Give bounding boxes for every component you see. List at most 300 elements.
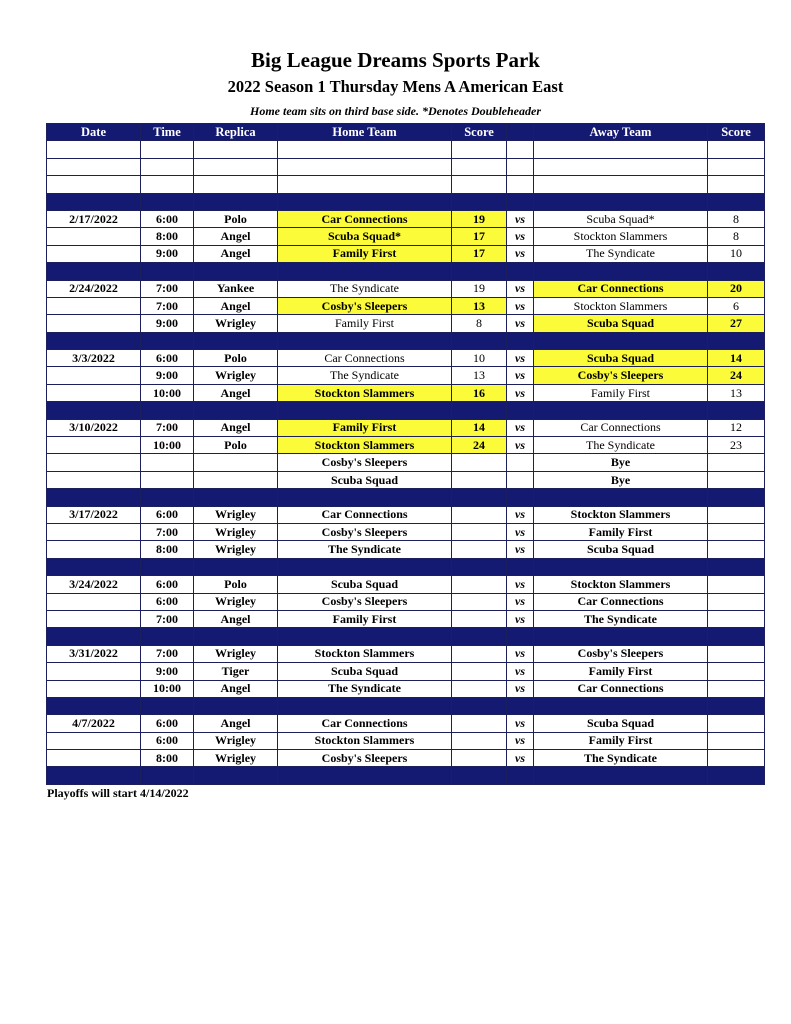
- game-row: [47, 315, 765, 332]
- away-team-cell: The Syndicate: [534, 245, 708, 262]
- home-team-cell: [278, 176, 452, 193]
- away-score-cell: 13: [708, 384, 765, 401]
- vs-label: vs: [507, 610, 534, 627]
- separator-cell: [47, 332, 141, 349]
- home-score-cell: [452, 715, 507, 732]
- away-team-cell: The Syndicate: [534, 610, 708, 627]
- away-team-cell: Car Connections: [534, 419, 708, 436]
- separator-cell: [452, 402, 507, 419]
- date-cell: [47, 750, 141, 767]
- away-team-cell: Family First: [534, 732, 708, 749]
- home-team-cell: Cosby's Sleepers: [278, 297, 452, 314]
- replica-cell: Polo: [194, 350, 278, 367]
- date-cell: [47, 454, 141, 471]
- home-team-cell: The Syndicate: [278, 541, 452, 558]
- home-team-cell: Stockton Slammers: [278, 732, 452, 749]
- home-score-cell: 10: [452, 350, 507, 367]
- away-score-cell: 8: [708, 228, 765, 245]
- date-cell: 4/7/2022: [47, 715, 141, 732]
- vs-label: vs: [507, 750, 534, 767]
- separator-cell: [141, 332, 194, 349]
- home-score-cell: [452, 610, 507, 627]
- away-team-cell: Family First: [534, 523, 708, 540]
- separator-cell: [141, 263, 194, 280]
- time-cell: 7:00: [141, 280, 194, 297]
- replica-cell: [194, 454, 278, 471]
- home-team-cell: Cosby's Sleepers: [278, 454, 452, 471]
- separator-cell: [534, 489, 708, 506]
- away-score-cell: [708, 176, 765, 193]
- away-team-cell: The Syndicate: [534, 750, 708, 767]
- replica-cell: [194, 471, 278, 488]
- home-score-cell: [452, 471, 507, 488]
- away-score-cell: [708, 576, 765, 593]
- away-team-cell: The Syndicate: [534, 437, 708, 454]
- separator-cell: [278, 402, 452, 419]
- week-separator: [47, 193, 765, 210]
- time-cell: 6:00: [141, 350, 194, 367]
- separator-cell: [507, 193, 534, 210]
- vs-label: vs: [507, 680, 534, 697]
- replica-cell: Wrigley: [194, 523, 278, 540]
- time-cell: 8:00: [141, 541, 194, 558]
- vs-label: vs: [507, 437, 534, 454]
- home-team-cell: [278, 141, 452, 158]
- separator-cell: [141, 697, 194, 714]
- separator-cell: [708, 558, 765, 575]
- away-score-cell: [708, 680, 765, 697]
- game-row: [47, 732, 765, 749]
- date-cell: 3/10/2022: [47, 419, 141, 436]
- game-row: [47, 680, 765, 697]
- separator-cell: [194, 558, 278, 575]
- time-cell: 6:00: [141, 576, 194, 593]
- home-score-cell: [452, 750, 507, 767]
- away-score-cell: 24: [708, 367, 765, 384]
- separator-cell: [194, 628, 278, 645]
- replica-cell: Yankee: [194, 280, 278, 297]
- vs-label: vs: [507, 228, 534, 245]
- replica-cell: [194, 141, 278, 158]
- vs-label: [507, 141, 534, 158]
- time-cell: [141, 454, 194, 471]
- time-cell: 9:00: [141, 245, 194, 262]
- time-cell: 6:00: [141, 715, 194, 732]
- col-header-date: Date: [47, 124, 141, 141]
- vs-label: vs: [507, 210, 534, 227]
- date-cell: [47, 732, 141, 749]
- date-cell: 3/24/2022: [47, 576, 141, 593]
- away-score-cell: [708, 732, 765, 749]
- vs-label: vs: [507, 315, 534, 332]
- time-cell: 6:00: [141, 593, 194, 610]
- col-header-home-team: Home Team: [278, 124, 452, 141]
- away-score-cell: 6: [708, 297, 765, 314]
- away-score-cell: [708, 645, 765, 662]
- away-score-cell: 27: [708, 315, 765, 332]
- replica-cell: Angel: [194, 384, 278, 401]
- away-team-cell: Stockton Slammers: [534, 506, 708, 523]
- separator-cell: [452, 263, 507, 280]
- separator-cell: [47, 628, 141, 645]
- replica-cell: Polo: [194, 576, 278, 593]
- separator-cell: [141, 767, 194, 784]
- away-team-cell: Family First: [534, 663, 708, 680]
- away-score-cell: [708, 471, 765, 488]
- away-team-cell: Car Connections: [534, 593, 708, 610]
- home-team-cell: Cosby's Sleepers: [278, 523, 452, 540]
- separator-cell: [194, 767, 278, 784]
- schedule-table: [46, 123, 765, 785]
- separator-cell: [278, 767, 452, 784]
- away-team-cell: Scuba Squad: [534, 315, 708, 332]
- date-cell: 3/3/2022: [47, 350, 141, 367]
- separator-cell: [507, 489, 534, 506]
- date-cell: [47, 663, 141, 680]
- time-cell: 6:00: [141, 210, 194, 227]
- game-row: [47, 158, 765, 175]
- time-cell: 10:00: [141, 384, 194, 401]
- separator-cell: [452, 767, 507, 784]
- away-score-cell: 23: [708, 437, 765, 454]
- home-score-cell: [452, 454, 507, 471]
- time-cell: 9:00: [141, 663, 194, 680]
- replica-cell: Angel: [194, 680, 278, 697]
- home-score-cell: 24: [452, 437, 507, 454]
- separator-cell: [452, 558, 507, 575]
- away-team-cell: [534, 141, 708, 158]
- home-score-cell: 8: [452, 315, 507, 332]
- replica-cell: Wrigley: [194, 541, 278, 558]
- time-cell: 7:00: [141, 419, 194, 436]
- away-team-cell: Family First: [534, 384, 708, 401]
- home-score-cell: [452, 732, 507, 749]
- vs-label: vs: [507, 419, 534, 436]
- date-cell: [47, 471, 141, 488]
- separator-cell: [47, 489, 141, 506]
- separator-cell: [194, 489, 278, 506]
- vs-label: [507, 158, 534, 175]
- separator-cell: [534, 558, 708, 575]
- home-team-cell: Family First: [278, 419, 452, 436]
- game-row: [47, 350, 765, 367]
- replica-cell: Angel: [194, 419, 278, 436]
- time-cell: [141, 141, 194, 158]
- home-score-cell: [452, 645, 507, 662]
- away-team-cell: Cosby's Sleepers: [534, 367, 708, 384]
- away-team-cell: Scuba Squad: [534, 350, 708, 367]
- game-row: [47, 506, 765, 523]
- separator-cell: [534, 767, 708, 784]
- away-team-cell: Scuba Squad*: [534, 210, 708, 227]
- date-cell: 2/17/2022: [47, 210, 141, 227]
- away-team-cell: [534, 176, 708, 193]
- home-score-cell: 19: [452, 210, 507, 227]
- replica-cell: Polo: [194, 437, 278, 454]
- date-cell: [47, 367, 141, 384]
- separator-cell: [708, 697, 765, 714]
- separator-cell: [194, 263, 278, 280]
- away-score-cell: [708, 663, 765, 680]
- game-row: [47, 141, 765, 158]
- away-score-cell: [708, 593, 765, 610]
- away-score-cell: 14: [708, 350, 765, 367]
- game-row: [47, 523, 765, 540]
- home-team-cell: The Syndicate: [278, 280, 452, 297]
- separator-cell: [534, 402, 708, 419]
- away-score-cell: [708, 454, 765, 471]
- date-cell: [47, 228, 141, 245]
- away-team-cell: Car Connections: [534, 680, 708, 697]
- time-cell: 6:00: [141, 506, 194, 523]
- game-row: [47, 663, 765, 680]
- separator-cell: [507, 628, 534, 645]
- away-team-cell: [534, 158, 708, 175]
- separator-cell: [141, 628, 194, 645]
- replica-cell: Angel: [194, 297, 278, 314]
- date-cell: [47, 158, 141, 175]
- col-header-away-score: Score: [708, 124, 765, 141]
- home-team-cell: Car Connections: [278, 350, 452, 367]
- home-score-cell: [452, 176, 507, 193]
- game-row: [47, 750, 765, 767]
- game-row: [47, 454, 765, 471]
- game-row: [47, 210, 765, 227]
- replica-cell: [194, 176, 278, 193]
- separator-cell: [507, 697, 534, 714]
- date-cell: [47, 315, 141, 332]
- away-team-cell: Cosby's Sleepers: [534, 645, 708, 662]
- separator-cell: [194, 332, 278, 349]
- away-score-cell: [708, 141, 765, 158]
- game-row: [47, 610, 765, 627]
- time-cell: [141, 158, 194, 175]
- replica-cell: Polo: [194, 210, 278, 227]
- home-score-cell: 17: [452, 245, 507, 262]
- home-score-cell: [452, 541, 507, 558]
- separator-cell: [47, 767, 141, 784]
- replica-cell: Angel: [194, 715, 278, 732]
- time-cell: 9:00: [141, 367, 194, 384]
- separator-cell: [194, 193, 278, 210]
- away-team-cell: Stockton Slammers: [534, 576, 708, 593]
- date-cell: [47, 437, 141, 454]
- home-team-cell: Stockton Slammers: [278, 437, 452, 454]
- away-score-cell: [708, 750, 765, 767]
- game-row: [47, 367, 765, 384]
- date-cell: [47, 245, 141, 262]
- home-team-cell: The Syndicate: [278, 367, 452, 384]
- time-cell: [141, 176, 194, 193]
- replica-cell: Wrigley: [194, 593, 278, 610]
- home-score-cell: [452, 141, 507, 158]
- vs-label: vs: [507, 663, 534, 680]
- separator-cell: [278, 263, 452, 280]
- away-score-cell: 12: [708, 419, 765, 436]
- week-separator: [47, 489, 765, 506]
- vs-label: vs: [507, 541, 534, 558]
- separator-cell: [194, 697, 278, 714]
- header-row: [47, 124, 765, 141]
- vs-label: [507, 176, 534, 193]
- time-cell: 7:00: [141, 610, 194, 627]
- game-row: [47, 593, 765, 610]
- separator-cell: [708, 628, 765, 645]
- home-score-cell: 17: [452, 228, 507, 245]
- vs-label: vs: [507, 297, 534, 314]
- away-team-cell: Scuba Squad: [534, 541, 708, 558]
- separator-cell: [534, 263, 708, 280]
- game-row: [47, 576, 765, 593]
- date-cell: [47, 176, 141, 193]
- separator-cell: [278, 697, 452, 714]
- game-row: [47, 541, 765, 558]
- home-team-cell: The Syndicate: [278, 680, 452, 697]
- game-row: [47, 176, 765, 193]
- away-team-cell: Bye: [534, 471, 708, 488]
- separator-cell: [708, 332, 765, 349]
- vs-label: vs: [507, 715, 534, 732]
- separator-cell: [47, 697, 141, 714]
- home-team-cell: Family First: [278, 245, 452, 262]
- away-team-cell: Bye: [534, 454, 708, 471]
- date-cell: 3/31/2022: [47, 645, 141, 662]
- date-cell: [47, 610, 141, 627]
- replica-cell: Angel: [194, 610, 278, 627]
- home-team-cell: Car Connections: [278, 506, 452, 523]
- vs-label: vs: [507, 384, 534, 401]
- home-team-cell: Scuba Squad*: [278, 228, 452, 245]
- replica-cell: Wrigley: [194, 367, 278, 384]
- game-row: [47, 228, 765, 245]
- game-row: [47, 384, 765, 401]
- time-cell: 10:00: [141, 680, 194, 697]
- vs-label: vs: [507, 245, 534, 262]
- col-header-vs: [507, 124, 534, 141]
- replica-cell: Wrigley: [194, 506, 278, 523]
- time-cell: [141, 471, 194, 488]
- vs-label: vs: [507, 645, 534, 662]
- separator-cell: [452, 489, 507, 506]
- date-cell: 3/17/2022: [47, 506, 141, 523]
- away-score-cell: 10: [708, 245, 765, 262]
- time-cell: 7:00: [141, 645, 194, 662]
- home-score-cell: [452, 593, 507, 610]
- col-header-replica: Replica: [194, 124, 278, 141]
- away-team-cell: Stockton Slammers: [534, 297, 708, 314]
- separator-cell: [708, 402, 765, 419]
- vs-label: vs: [507, 280, 534, 297]
- home-score-cell: 13: [452, 367, 507, 384]
- away-score-cell: [708, 158, 765, 175]
- home-team-cell: Car Connections: [278, 210, 452, 227]
- separator-cell: [708, 263, 765, 280]
- date-cell: [47, 384, 141, 401]
- time-cell: 9:00: [141, 315, 194, 332]
- separator-cell: [534, 193, 708, 210]
- separator-cell: [278, 332, 452, 349]
- separator-cell: [141, 558, 194, 575]
- home-score-cell: [452, 506, 507, 523]
- separator-cell: [534, 697, 708, 714]
- col-header-home-score: Score: [452, 124, 507, 141]
- week-separator: [47, 402, 765, 419]
- time-cell: 6:00: [141, 732, 194, 749]
- separator-cell: [708, 193, 765, 210]
- away-score-cell: [708, 523, 765, 540]
- vs-label: [507, 454, 534, 471]
- game-row: [47, 715, 765, 732]
- vs-label: vs: [507, 732, 534, 749]
- separator-cell: [141, 193, 194, 210]
- time-cell: 10:00: [141, 437, 194, 454]
- replica-cell: Wrigley: [194, 732, 278, 749]
- home-score-cell: [452, 663, 507, 680]
- away-score-cell: [708, 506, 765, 523]
- home-score-cell: [452, 158, 507, 175]
- separator-cell: [452, 332, 507, 349]
- away-score-cell: 8: [708, 210, 765, 227]
- separator-cell: [278, 628, 452, 645]
- away-team-cell: Car Connections: [534, 280, 708, 297]
- home-team-cell: Scuba Squad: [278, 576, 452, 593]
- separator-cell: [47, 263, 141, 280]
- away-team-cell: Scuba Squad: [534, 715, 708, 732]
- week-separator: [47, 628, 765, 645]
- separator-cell: [47, 193, 141, 210]
- footer-note: Playoffs will start 4/14/2022: [47, 786, 189, 800]
- separator-cell: [278, 193, 452, 210]
- date-cell: [47, 593, 141, 610]
- separator-cell: [507, 558, 534, 575]
- game-row: [47, 419, 765, 436]
- home-score-cell: [452, 523, 507, 540]
- separator-cell: [507, 767, 534, 784]
- home-score-cell: [452, 680, 507, 697]
- separator-cell: [534, 332, 708, 349]
- away-score-cell: [708, 715, 765, 732]
- replica-cell: Angel: [194, 245, 278, 262]
- home-team-cell: Scuba Squad: [278, 471, 452, 488]
- col-header-time: Time: [141, 124, 194, 141]
- separator-cell: [47, 558, 141, 575]
- home-team-cell: Cosby's Sleepers: [278, 750, 452, 767]
- home-team-cell: Stockton Slammers: [278, 384, 452, 401]
- away-team-cell: Stockton Slammers: [534, 228, 708, 245]
- week-separator: [47, 697, 765, 714]
- date-cell: [47, 523, 141, 540]
- week-separator: [47, 332, 765, 349]
- date-cell: 2/24/2022: [47, 280, 141, 297]
- week-separator: [47, 558, 765, 575]
- time-cell: 7:00: [141, 297, 194, 314]
- separator-cell: [507, 402, 534, 419]
- away-score-cell: 20: [708, 280, 765, 297]
- home-team-cell: Family First: [278, 610, 452, 627]
- replica-cell: Tiger: [194, 663, 278, 680]
- separator-cell: [141, 402, 194, 419]
- page-title: Big League Dreams Sports Park: [251, 48, 540, 72]
- col-header-away-team: Away Team: [534, 124, 708, 141]
- replica-cell: [194, 158, 278, 175]
- week-separator: [47, 767, 765, 784]
- time-cell: 8:00: [141, 750, 194, 767]
- vs-label: vs: [507, 506, 534, 523]
- vs-label: vs: [507, 593, 534, 610]
- time-cell: 8:00: [141, 228, 194, 245]
- home-team-cell: Cosby's Sleepers: [278, 593, 452, 610]
- separator-cell: [47, 402, 141, 419]
